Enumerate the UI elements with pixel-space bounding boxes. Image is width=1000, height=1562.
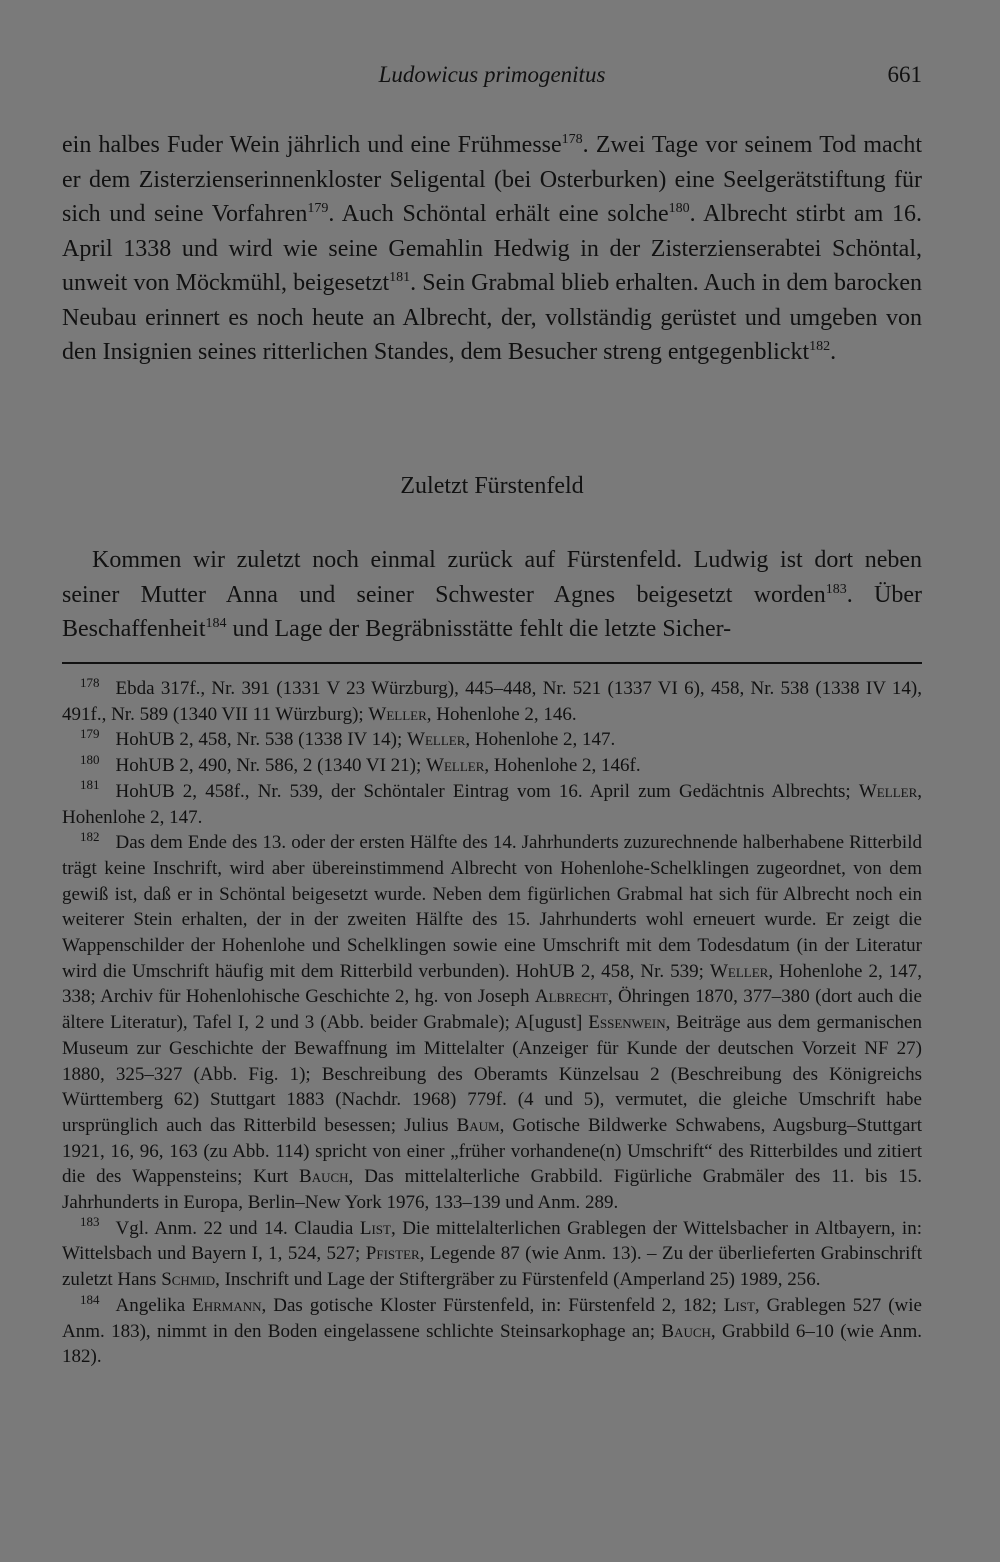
- footnote-divider: [62, 662, 922, 664]
- footnote-ref[interactable]: 180: [668, 201, 690, 216]
- page-header: [62, 62, 922, 96]
- footnote-ref[interactable]: 181: [389, 270, 411, 285]
- footnote-ref[interactable]: 182: [809, 339, 831, 354]
- footnote-182: 182 Das dem Ende des 13. oder der ersten Hälfte des 14. Jahrhunderts zuzurechnende halberhabene Ritterbild trägt keine Inschrift, wird aber übereinstimmend Albrecht von Hohenlohe-Schelklingen zugeordnet, von dem gewiß ist, daß er in Schöntal beigesetzt wurde. Neben dem figürlichen Grabmal hat sich für Albrecht noch ein weiterer Stein erhalten, der in der zweiten Hälfte des 15. Jahrhunderts wohl erneuert wurde. Er zeigt die Wappenschilder der Hohenlohe und Schelklingen sowie eine Umschrift mit dem Todesdatum (in der Literatur wird die Umschrift häufig mit dem Ritterbild verbunden). HohUB 2, 458, Nr. 539; Weller, Hohenlohe 2, 147, 338; Archiv für Hohenlohische Geschichte 2, hg. von Joseph Albrecht, Öhringen 1870, 377–380 (dort auch die ältere Literatur), Tafel I, 2 und 3 (Abb. beider Grabmale); A[ugust] Essenwein, Beiträge aus dem germanischen Museum zur Geschichte der Bewaffnung im Mittelalter (Anzeiger für Kunde der deutschen Vorzeit NF 27) 1880, 325–327 (Abb. Fig. 1); Beschreibung des Oberamts Künzelsau 2 (Beschreibung des Königreichs Württemberg 62) Stuttgart 1883 (Nachdr. 1968) 779f. (4 und 5), vermutet, die gleiche Umschrift habe ursprünglich auch das Ritterbild besessen; Julius Baum, Gotische Bildwerke Schwabens, Augsburg–Stuttgart 1921, 16, 96, 163 (zu Abb. 114) spricht von einer „früher vorhandene(n) Umschrift“ des Ritterbildes und zitiert die des Wappensteins; Kurt Bauch, Das mittelalterliche Grabbild. Figürliche Grabmäler des 11. bis 15. Jahrhunderts in Europa, Berlin–New York 1976, 133–139 und Anm. 289.: [62, 828, 923, 1214]
- footnote-184: 184 Angelika Ehrmann, Das gotische Kloster Fürstenfeld, in: Fürstenfeld 2, 182; List, Grablegen 527 (wie Anm. 183), nimmt in den Boden eingelassene schlichte Steinsarkophage an; Bauch, Grabbild 6–10 (wie Anm. 182).: [62, 1291, 922, 1368]
- footnote-183: 183 Vgl. Anm. 22 und 14. Claudia List, Die mittelalterlichen Grablegen der Wittelsbacher in Altbayern, in: Wittelsbach und Bayern I, 1, 524, 527; Pfister, Legende 87 (wie Anm. 13). – Zu der überlieferten Grabinschrift zuletzt Hans Schmid, Inschrift und Lage der Stiftergräber zu Fürstenfeld (Amperland 25) 1989, 256.: [62, 1214, 922, 1291]
- footnote-ref[interactable]: 184: [205, 616, 227, 631]
- footnote-178: 178 Ebda 317f., Nr. 391 (1331 V 23 Würzburg), 445–448, Nr. 521 (1337 VI 6), 458, Nr. 538 (1338 IV 14), 491f., Nr. 589 (1340 VII 11 Würzburg); Weller, Hohenlohe 2, 146.: [62, 674, 922, 725]
- footnote-180: 180 HohUB 2, 490, Nr. 586, 2 (1340 VI 21); Weller, Hohenlohe 2, 146f.: [80, 751, 641, 777]
- footnote-ref[interactable]: 179: [307, 201, 329, 216]
- paragraph: Kommen wir zuletzt noch einmal zurück auf Fürstenfeld. Ludwig ist dort neben seiner Mutter Anna und seiner Schwester Agnes beigesetzt worden$^{183}$. Über Beschaffenheit$^{184}$ und Lage der Begräbnisstätte fehlt die letzte Sicher-: [62, 547, 922, 642]
- footnote-179: 179 HohUB 2, 458, Nr. 538 (1338 IV 14); Weller, Hohenlohe 2, 147.: [80, 726, 616, 751]
- footnote-ref[interactable]: 183: [825, 581, 847, 597]
- section-heading: Zuletzt Fürstenfeld: [400, 473, 584, 499]
- paragraph: ein halbes Fuder Wein jährlich und eine Frühmesse$^{178}$. Zwei Tage vor seinem Tod macht er dem Zisterzienserinnenkloster Seligental (bei Osterburken) eine Seelgerätstiftung für sich und seine Vorfahren$^{179}$. Auch Schöntal erhält eine solche$^{180}$. Albrecht stirbt am 16. April 1338 und wird wie seine Gemahlin Hedwig in der Zisterzienserabtei Schöntal, unweit von Möckmühl, beigesetzt$^{181}$. Sein Grabmal blieb erhalten. Auch in dem barocken Neubau erinnert es noch heute an Albrecht, der, vollständig gerüstet und umgeben von den Insignien seines ritterlichen Standes, dem Besucher streng entgegenblickt$^{182}$.: [62, 132, 922, 365]
- footnotes: [62, 676, 922, 1370]
- page-number: 661: [887, 62, 922, 87]
- body-paragraph-2: [62, 543, 922, 647]
- running-title: Ludowicus primogenitus: [378, 62, 606, 87]
- footnote-181: 181 HohUB 2, 458f., Nr. 539, der Schöntaler Eintrag vom 16. April zum Gedächtnis Albrechts; Weller, Hohenlohe 2, 147.: [62, 777, 922, 828]
- body-paragraph-1: [62, 128, 922, 370]
- footnote-ref[interactable]: 178: [561, 132, 583, 147]
